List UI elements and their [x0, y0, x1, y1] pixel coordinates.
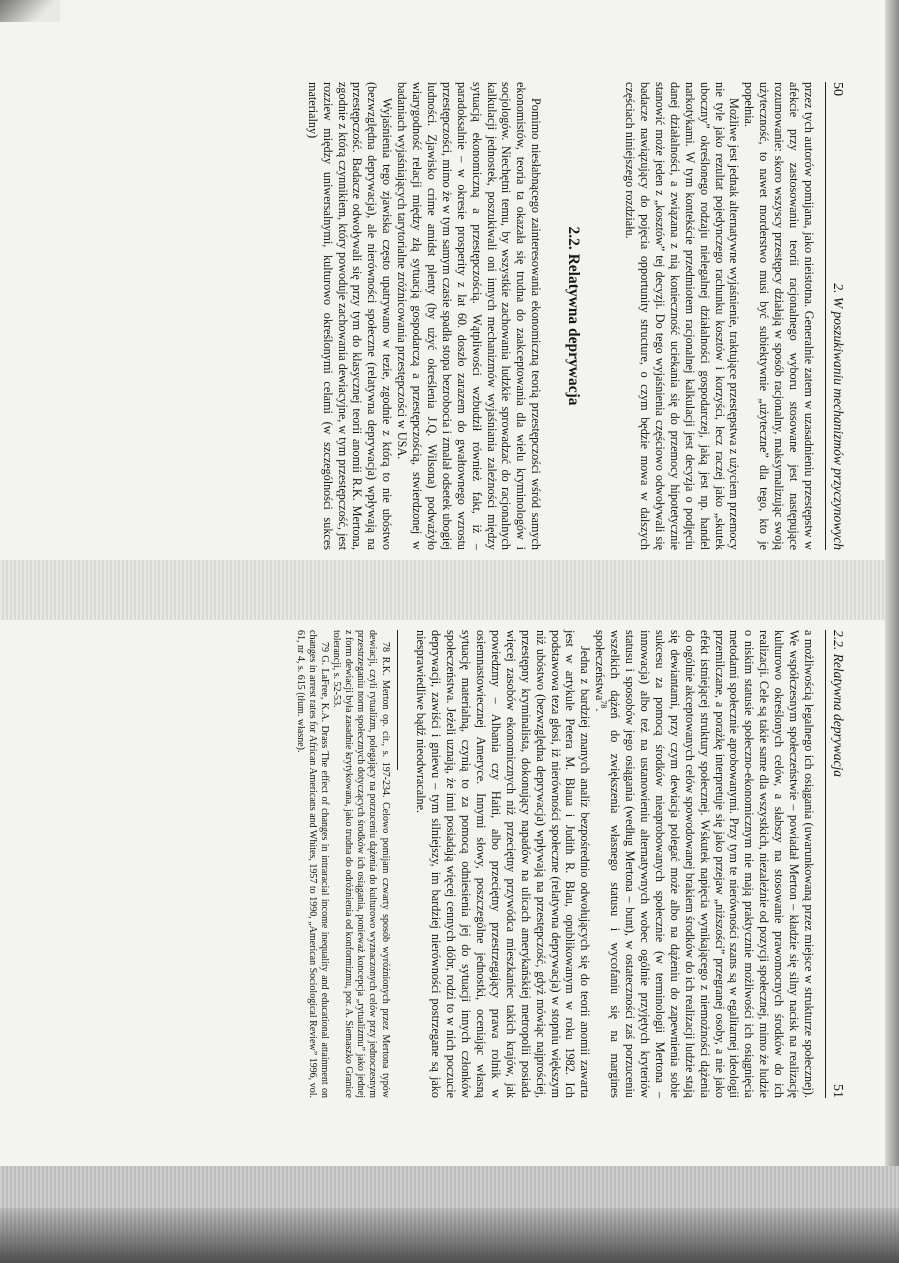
section-heading: 2.2. Relatywna deprywacja — [565, 226, 583, 406]
running-head-title: 2.2. Relatywna deprywacja — [831, 630, 846, 777]
body-text — [305, 82, 816, 550]
running-head — [825, 82, 846, 550]
paragraph: a możliwością legalnego ich osiągania (uwarunkowaną przez miejsce w strukturze społecznej). We współczesnym społeczeństwie – powiadał Merton – kładzie się silny nacisk na realizację kulturowo określonych celów, a słabszy na stosowanie prawomocnych środków do ich realizacji. Cele są takie same dla wszystkich, niezależnie od pozycji społecznej, mimo że ludzie o niskim statusie społeczno-ekonomicznym nie mają praktycznie możliwości ich osiągnięcia metodami społecznie aprobowanymi. Przy tym te nierówności szans są w egalitarnej ideologii przemilczane, a porażkę interpretuje się jako przejaw „niższości” przegranej osoby, a nie jako efekt istniejącej struktury społecznej. Wskutek napięcia wynikającego z niemożności dążenia do ogólnie akceptowanych celów spowodowanej brakiem środków do ich realizacji ludzie stają się dewiantami, przy czym dewiacja polegać może albo na dążeniu do zapewnienia sobie sukcesu za pomocą środków nieaprobowanych społecznie (w terminologii Mertona – innowacja) albo też na ustanowieniu alternatywnych wobec ogólnie przyjętych kryteriów statusu i sposobów jego osiągania (według Mertona – bunt), w ostateczności zaś porzuceniu wszelkich dążeń do zwiększenia własnego statusu i wycofaniu się na margines społeczeństwa$^{78}$. — [593, 630, 816, 1098]
footnote: 78 R.K. Merton op. cit., s. 197-234. Celowo pomijam czwarty sposób wyróżnionych przez Mertona typów dewiacji, czyli rytualizm, polegający na porzuceniu dążenia do kulturowo wyznaczonych celów przy jednoczesnym przestrzeganiu norm społecznych dotyczących środków ich osiągania, ponieważ koncepcja „rytualizmu” jako jednej z form dewiacji była zasadnie krytykowana, jako trudna do odróżnienia od konformizmu, por. A. Siemaszko Granice tolerancji, s. 52-53. — [331, 630, 391, 1098]
page-number: 50 — [830, 82, 845, 96]
running-head-title: 2. W poszukiwaniu mechanizmów przyczynowych — [831, 283, 846, 550]
page-number: 51 — [830, 1084, 845, 1098]
footnote-reference: 78 — [599, 700, 609, 709]
body-text — [414, 630, 816, 1098]
footnote-separator — [397, 630, 398, 770]
scan-edge-right — [885, 0, 899, 1263]
footnotes — [294, 630, 391, 1098]
scan-edge-bottom — [0, 1166, 899, 1263]
page-50 — [116, 82, 846, 550]
paragraph: Pomimo niesłabnącego zainteresowania ekonomiczną teorią przestępczości wśród samych ekonomistów, teoria ta okazała się trudna do zaakceptowania dla wielu kryminologów i socjologów. Niechętni temu, by wszystkie zachowania ludzkie sprowadzać do racjonalnych kalkulacji jednostek, poszukiwali oni innych mechanizmów wyjaśniania zależności między sytuacją ekonomiczną a przestępczością. Wątpliwości wzbudził również fakt, iż – paradoksalnie – w okresie prosperity z lat 60. doszło zarazem do gwałtownego wzrostu przestępczości, mimo że w tym samym czasie spadła stopa bezrobocia i zmalał odsetek ubogiej ludności. Zjawisko crime amidst plenty (by użyć określenia J.Q. Wilsona) podważyło wiarygodność relacji między złą sytuacją gospodarczą a przestępczością, stwierdzonej w badaniach wyjaśniających tarytorialne zróżnicowania przestępczości w USA. — [395, 82, 544, 550]
paragraph: Możliwe jest jednak alternatywne wyjaśnienie, traktujące przestępstwa z użyciem przemocy nie tyle jako rezultat pojedynczego rachunku kosztów i korzyści, lecz raczej jako „skutek uboczny” określonego rodzaju nielegalnej działalności gospodarczej, jaką jest np. handel narkotykami. W tym kontekście przedmiotem racjonalnej kalkulacji jest decyzja o podjęciu danej działalności, a związana z nią konieczność uciekania się do przemocy hipotetycznie stanowić może jeden z „kosztów” tej decyzji. Do tego wyjaśnienia częściowo odwoływali się badacze nawiązujący do pojęcia opportunity structure, o czym będzie mowa w dalszych częściach niniejszego rozdziału. — [623, 82, 742, 550]
paragraph — [414, 630, 593, 1098]
page-51 — [116, 630, 846, 1098]
paragraph-text: a możliwością legalnego ich osiągania (uwarunkowaną przez miejsce w strukturze społecznej). We współczesnym społeczeństwie – powiadał Merton – kładzie się silny nacisk na realizację kulturowo określonych celów, a słabszy na stosowanie prawomocnych środków do ich realizacji. Cele są takie same dla wszystkich, niezależnie od pozycji społecznej, mimo że ludzie o niskim statusie społeczno-ekonomicznym nie mają praktycznie możliwości ich osiągnięcia metodami społecznie aprobowanymi. Przy tym te nierówności szans są w egalitarnej ideologii przemilczane, a porażkę interpretuje się jako przejaw „niższości” przegranej osoby, a nie jako efekt istniejącej struktury społecznej. Wskutek napięcia wynikającego z niemożności dążenia do ogólnie akceptowanych celów spowodowanej brakiem środków do ich realizacji ludzie stają się dewiantami, przy czym dewiacja polegać może albo na dążeniu do zapewnienia sobie sukcesu za pomocą środków nieaprobowanych społecznie (w terminologii Mertona – innowacja) albo też na ustanowieniu alternatywnych wobec ogólnie przyjętych kryteriów statusu i sposobów jego osiągania (według Mertona – bunt), w ostateczności zaś porzuceniu wszelkich dążeń do zwiększenia własnego statusu i wycofaniu się na margines społeczeństwa — [593, 630, 816, 1098]
footnote: 79 G. LaFree, K.A. Drass The effect of changes in intraracial income inequality and educational attainment on changes in arrest rates for African Americans and Whites, 1957 to 1990, „American Sociological Review” 1996, vol. 61, nr 4, s. 615 (tłum. własne). — [294, 630, 331, 1098]
paragraph: Wyjaśnienia tego zjawiska często upatrywano w tezie, zgodnie z którą to nie ubóstwo (bezwzględna deprywacja), ale nierówności społeczne (relatywna deprywacja) wpływają na przestępczość. Badacze odwoływali się przy tym do klasycznej teorii anomii R.K. Mertona, zgodnie z którą czynnikiem, który powoduje zachowania dewiacyjne, w tym przestępczość, jest rozziew między uniwersalnymi, kulturowo określonymi celami (w szczególności sukces materialny) — [305, 82, 395, 550]
paragraph-text: Jedna z bardziej znanych analiz bezpośrednio odwołujących się do teorii anomii zawarta jest w artykule Petera M. Blaua i Judith R. Blau, opublikowanym w roku 1982. Ich podstawowa teza głosi, iż nierówności społeczne (relatywna deprywacja) w stopniu większym niż ubóstwo (bezwzględna deprywacja) wpływają na przestępczość, gdyż mówiąc najprościej, przestępny kryminalista, dokonujący napadów na ulicach amerykańskiej metropolii posiada więcej zasobów ekonomicznych niż przeciętny przywódca mieszkaniec takich krajów, jak powiedzmy – Albania czy Haiti, albo przeciętny przestrzegający prawa rolnik w osiemnastowiecznej Ameryce. Innymi słowy, poszczególne jednostki, oceniając własną sytuację materialną, czynią to za pomocą odniesienia jej do sytuacji innych członków społeczeństwa. Jeżeli uznają, że inni posiadają więcej cennych dóbr, rodzi to w nich poczucie deprywacji, zawiści i gniewu – tym silniejszy, im bardziej nierówności postrzegane są jako niesprawiedliwe bądź nieodwracalne. — [414, 630, 593, 1098]
running-head — [825, 630, 846, 1098]
book-gutter — [0, 560, 885, 620]
scan-corner-shadow — [0, 0, 60, 22]
paragraph: przez tych autorów pomijana, jako nieistotna. Generalnie zatem w uzasadnieniu przestępstw w afekcie przy zastosowaniu teorii racjonalnego wyboru stosowane jest następujące rozumowanie: skoro wszyscy przestępcy działają w sposób racjonalny, maksymalizując swoją użyteczność, to nawet morderstwo musi być subiektywnie „użyteczne” dla tego, kto je popełnia. — [742, 82, 816, 550]
